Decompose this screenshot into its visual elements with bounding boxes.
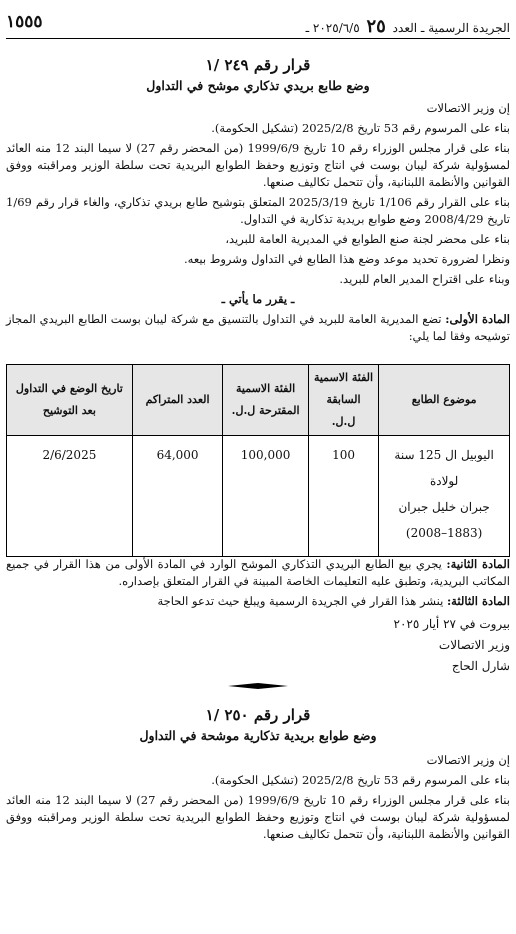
decision-title: وضع طوابع بريدية تذكارية موشحة في التداول <box>139 728 377 743</box>
preamble-paragraph: بناء على محضر لجنة صنع الطوابع في المديرية العامة للبريد، <box>225 232 510 246</box>
decides-heading: ـ يقرر ما يأتي ـ <box>221 292 295 306</box>
article-text: ينشر هذا القرار في الجريدة الرسمية ويبلغ حيث تدعو الحاجة <box>157 594 444 608</box>
column-header: العدد المتراكم <box>132 365 223 436</box>
decision-number: قرار رقم ٢٤٩ /١ <box>205 56 311 74</box>
preamble-paragraph: بناء على قرار مجلس الوزراء رقم 10 تاريخ 1999/6/9 (من المحضر رقم 27) لا سيما البند 12 منه العائد لمسؤولية شركة ليبان بوست في انتاج وتوزيع وحفظ الطوابع البريدية تحت سلطة الوزير ومراقبته ووفق القوانين والأنظمة اللبنانية، وأن تتحمل تكاليف صنعها. <box>6 141 510 189</box>
preamble-paragraph: بناء على القرار رقم 1/106 تاريخ 2025/3/19 المتعلق بتوشيح طابع بريدي تذكاري، والغاء قرار رقم 1/69 تاريخ 2008/4/29 وضع طوابع بريدية تذكارية في التداول. <box>6 195 510 226</box>
decision-articles <box>6 556 510 613</box>
header-rule <box>6 38 510 39</box>
article-label: المادة الأولى: <box>445 312 510 326</box>
issue-label: الجريدة الرسمية ـ العدد <box>392 21 510 35</box>
signer-name: شارل الحاج <box>451 659 510 673</box>
intro-text: إن وزير الاتصالات <box>426 101 510 115</box>
preamble-paragraph: ونظرا لضرورة تحديد موعد وضع هذا الطابع في التداول وشروط بيعه. <box>184 252 510 266</box>
page-header <box>6 10 510 36</box>
cumulative-count-cell: 64,000 <box>132 436 223 557</box>
issue-number: ٢٥ <box>366 16 386 37</box>
decision-title: وضع طابع بريدي تذكاري موشح في التداول <box>146 78 370 93</box>
decision-body <box>6 752 510 846</box>
preamble-paragraph: بناء على المرسوم رقم 53 تاريخ 2025/2/8 (تشكيل الحكومة). <box>211 121 510 135</box>
stamp-subject-line: جبران خليل جبران <box>398 500 490 514</box>
article-2 <box>6 556 510 590</box>
article-3 <box>6 593 510 610</box>
proposed-value-cell: 100,000 <box>223 436 309 557</box>
article-text: تضع المديرية العامة للبريد في التداول بالتنسيق مع شركة ليبان بوست الطابع البريدي المجاز توشيحه وفقا لما يلي: <box>6 312 510 343</box>
stamp-table <box>6 364 510 557</box>
issue-date: ٢٠٢٥/٦/٥ ـ <box>305 21 360 35</box>
circulation-date-cell: 2/6/2025 <box>7 436 133 557</box>
preamble-paragraph: بناء على المرسوم رقم 53 تاريخ 2025/2/8 (تشكيل الحكومة). <box>211 773 510 787</box>
signer-title: وزير الاتصالات <box>438 638 510 652</box>
stamp-subject-line: (1883–2008) <box>405 526 483 540</box>
table-row <box>7 436 510 557</box>
article-1 <box>6 311 510 345</box>
intro-text: إن وزير الاتصالات <box>426 753 510 767</box>
decision-body <box>6 100 510 348</box>
column-header: الفئة الاسمية المقترحة ل.ل. <box>223 365 309 436</box>
previous-value-cell: 100 <box>308 436 378 557</box>
column-header: موضوع الطابع <box>379 365 510 436</box>
signature-block <box>394 614 510 677</box>
decision-number: قرار رقم ٢٥٠ /١ <box>205 706 311 724</box>
page-number: ١٥٥٥ <box>6 12 43 32</box>
column-header: تاريخ الوضع في التداول بعد التوشيح <box>7 365 133 436</box>
section-divider <box>228 683 288 689</box>
column-header: الفئة الاسمية السابقة ل.ل. <box>308 365 378 436</box>
issue-info <box>306 16 510 37</box>
preamble-paragraph: وبناء على اقتراح المدير العام للبريد. <box>339 272 510 286</box>
article-text: يجري بيع الطابع البريدي التذكاري الموشح الوارد في المادة الأولى من هذا القرار في جميع المكاتب البريدية، وتطبق عليه التعليمات الخاصة المبينة في القرار المتعلق بإصداره. <box>6 557 510 588</box>
place-date: بيروت في ٢٧ أيار ٢٠٢٥ <box>393 617 510 631</box>
preamble-paragraph: بناء على قرار مجلس الوزراء رقم 10 تاريخ 1999/6/9 (من المحضر رقم 27) لا سيما البند 12 منه العائد لمسؤولية شركة ليبان بوست في انتاج وتوزيع وحفظ الطوابع البريدية تحت سلطة الوزير ومراقبته ووفق القوانين والأنظمة اللبنانية، وأن تتحمل تكاليف صنعها. <box>6 793 510 841</box>
article-label: المادة الثالثة: <box>446 594 510 608</box>
table-header-row <box>7 365 510 436</box>
stamp-subject-line: اليوبيل ال 125 سنة لولادة <box>394 448 494 488</box>
article-label: المادة الثانية: <box>446 557 510 571</box>
stamp-subject-cell <box>379 436 510 557</box>
